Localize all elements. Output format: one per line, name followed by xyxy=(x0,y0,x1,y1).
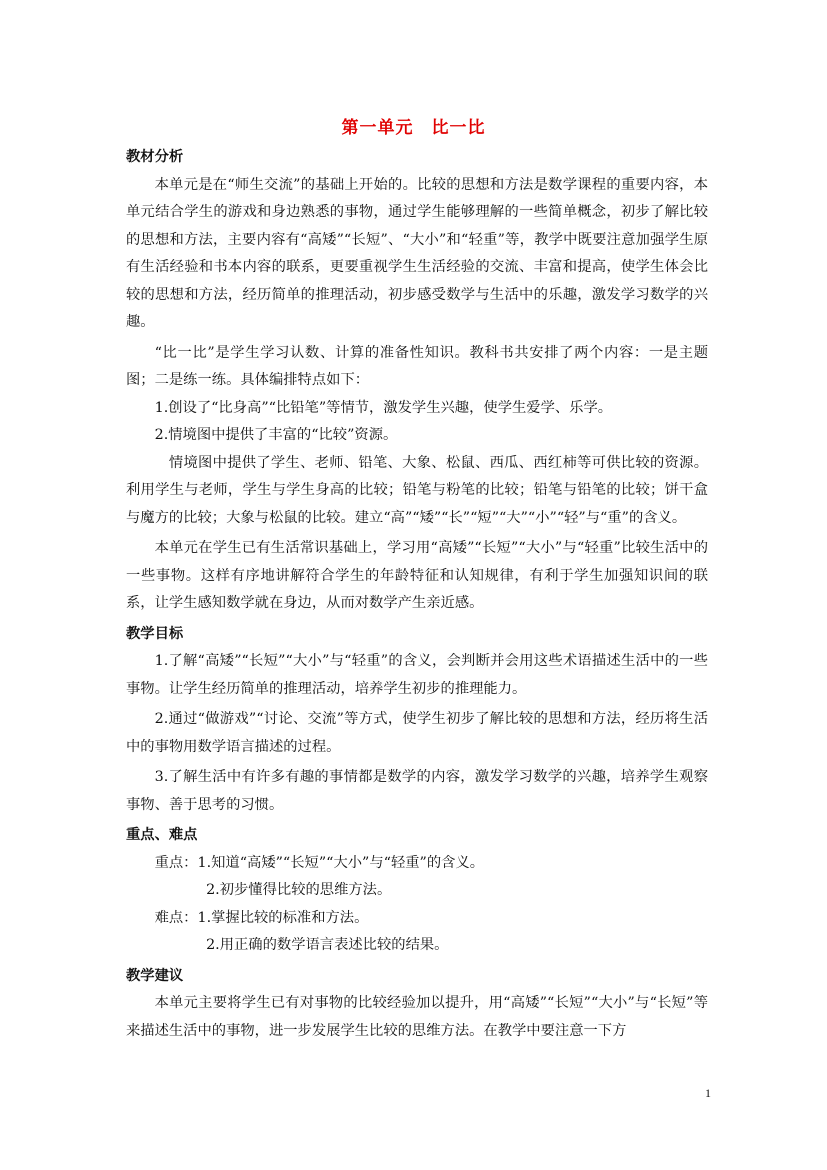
section-heading-keypoints: 重点、难点 xyxy=(126,827,198,843)
page-title: 第一单元 比一比 xyxy=(341,118,486,138)
list-item: 1.创设了“比身高”“比铅笔”等情节，激发学生兴趣，使学生爱学、乐学。 xyxy=(154,399,613,416)
document-body xyxy=(126,144,708,1045)
difficulty-point: 难点：1.掌握比较的标准和方法。 xyxy=(154,909,369,926)
section-heading-goals: 教学目标 xyxy=(126,625,184,642)
paragraph: “比一比”是学生学习认数、计算的准备性知识。教科书共安排了两个内容：一是主题图；二是练一练。具体编排特点如下： xyxy=(126,344,708,388)
list-item: 2.情境图中提供了丰富的“比较”资源。 xyxy=(154,427,398,443)
paragraph: 情境图中提供了学生、老师、铅笔、大象、松鼠、西瓜、西红柿等可供比较的资源。利用学生与老师，学生与学生身高的比较；铅笔与粉笔的比较；铅笔与铅笔的比较；饼干盒与魔方的比较；大象与松鼠的比较。建立“高”“矮”“长”“短”“大”“小”“轻”与“重”的含义。 xyxy=(126,454,708,526)
paragraph: 本单元在学生已有生活常识基础上，学习用“高矮”“长短”“大小”与“轻重”比较生活中的一些事物。这样有序地讲解符合学生的年龄特征和认知规律，有利于学生加强知识间的联系，让学生感知数学就在身边，从而对数学产生亲近感。 xyxy=(126,540,708,611)
key-point: 重点：1.知道“高矮”“长短”“大小”与“轻重”的含义。 xyxy=(154,854,485,871)
paragraph: 1.了解“高矮”“长短”“大小”与“轻重”的含义，会判断并会用这些术语描述生活中的一些事物。让学生经历简单的推理活动，培养学生初步的推理能力。 xyxy=(126,653,708,697)
section-heading-analysis: 教材分析 xyxy=(126,149,184,165)
paragraph: 3.了解生活中有许多有趣的事情都是数学的内容，激发学习数学的兴趣，培养学生观察事物、善于思考的习惯。 xyxy=(126,769,708,813)
page-number: 1 xyxy=(705,1086,711,1100)
key-point: 2.初步懂得比较的思维方法。 xyxy=(206,882,392,898)
paragraph: 本单元是在“师生交流”的基础上开始的。比较的思想和方法是数学课程的重要内容，本单元结合学生的游戏和身边熟悉的事物，通过学生能够理解的一些简单概念，初步了解比较的思想和方法，主要内容有“高矮”“长短”、“大小”和“轻重”等，教学中既要注意加强学生原有生活经验和书本内容的联系，更要重视学生生活经验的交流、丰富和提高，使学生体会比较的思想和方法，经历简单的推理活动，初步感受数学与生活中的乐趣，激发学习数学的兴趣。 xyxy=(126,176,708,330)
paragraph: 本单元主要将学生已有对事物的比较经验加以提升，用“高矮”“长短”“大小”与“长短”等来描述生活中的事物，进一步发展学生比较的思维方法。在教学中要注意一下方 xyxy=(126,995,708,1039)
difficulty-point: 2.用正确的数学语言表述比较的结果。 xyxy=(206,937,449,953)
paragraph: 2.通过“做游戏”“讨论、交流”等方式，使学生初步了解比较的思想和方法，经历将生活中的事物用数学语言描述的过程。 xyxy=(126,711,708,755)
section-heading-suggestions: 教学建议 xyxy=(126,967,184,984)
